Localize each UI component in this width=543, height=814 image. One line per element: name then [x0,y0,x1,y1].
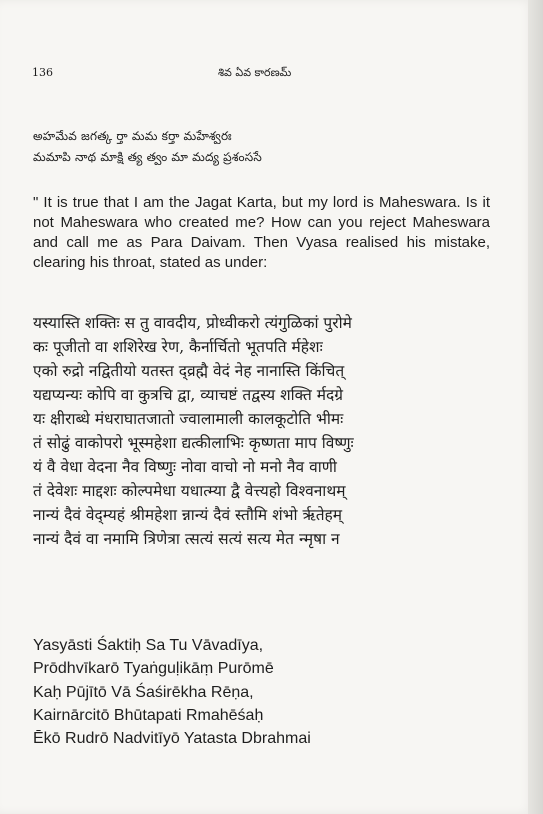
sanskrit-verse [33,311,493,551]
page-edge [528,0,543,814]
sanskrit-line: यस्यास्ति शक्तिः स तु वावदीय, प्रोध्वीकरो त्यंगुळिकां पुरोमे [33,314,352,332]
sanskrit-line: यः क्षीराब्धे मंधराघातजातो ज्वालामाली कालकूटोति भीमः [33,410,344,428]
body-paragraph: " It is true that I am the Jagat Karta, but my lord is Maheswara. Is it not Maheswara who created me? How can you reject Maheswara and call me as Para Daivam. Then Vyasa realised his mistake, clearing his throat, stated as under: [33,194,490,271]
telugu-line: అహమేవ జగత్క ర్తా మమ కర్తా మహేశ్వరః [33,129,232,143]
transliteration-line: Ēkō Rudrō Nadvitīyō Yatasta Dbrahmai [33,730,311,748]
transliteration-line: Kairnārcitō Bhūtapati Rmahēśaḥ [33,706,264,724]
sanskrit-line: नान्यं दैवं वा नमामि त्रिणेत्रा त्सत्यं सत्यं सत्य मेत न्मृषा न [33,530,340,548]
running-title: శివ ఏవ కారణమ్ [218,66,292,79]
sanskrit-line: यं वै वेधा वेदना नैव विष्णुः नोवा वाचो नो मनो नैव वाणी [33,458,337,476]
sanskrit-line: नान्यं दैवं वेद्म्यहं श्रीमहेशा न्नान्यं दैवं स्तौमि शंभो र्ऋतेहम् [33,506,343,524]
telugu-verse [33,126,493,168]
sanskrit-line: एको रुद्रो नद्वितीयो यतस्त द्व्रह्मै वेदं नेह नानास्ति किंचित् [33,362,345,380]
page-number: 136 [32,66,53,79]
sanskrit-line: तं सोढुं वाकोपरो भूस्महेशा द्यत्कीलाभिः कृष्णता माप विष्णुः [33,434,354,452]
transliteration-line: Yasyāsti Śaktiḥ Sa Tu Vāvadīya, [33,637,264,654]
transliteration-line: Kaḥ Pūjītō Vā Śaśirēkha Rēṇa, [33,683,254,701]
sanskrit-line: यद्यप्यन्यः कोपि वा कुत्रचि द्वा, व्याचष्टं तद्वस्य शक्ति र्मदग्रे [33,386,343,404]
telugu-line: మమాపి నాథ మాక్షి త్య త్వం మా మద్య ప్రశంససే [33,150,263,164]
sanskrit-line: कः पूजीतो वा शशिरेख रेण, कैर्नार्चितो भूतपति र्महेशः [33,338,323,356]
transliteration-line: Prōdhvīkarō Tyaṅguḷikāṃ Purōmē [33,660,274,678]
page-header [32,66,495,82]
transliteration-verse [33,634,493,750]
sanskrit-line: तं देवेशः माद्दशः कोल्पमेधा यधात्म्या द्वै वेत्त्यहो विश्वनाथम् [33,482,346,500]
